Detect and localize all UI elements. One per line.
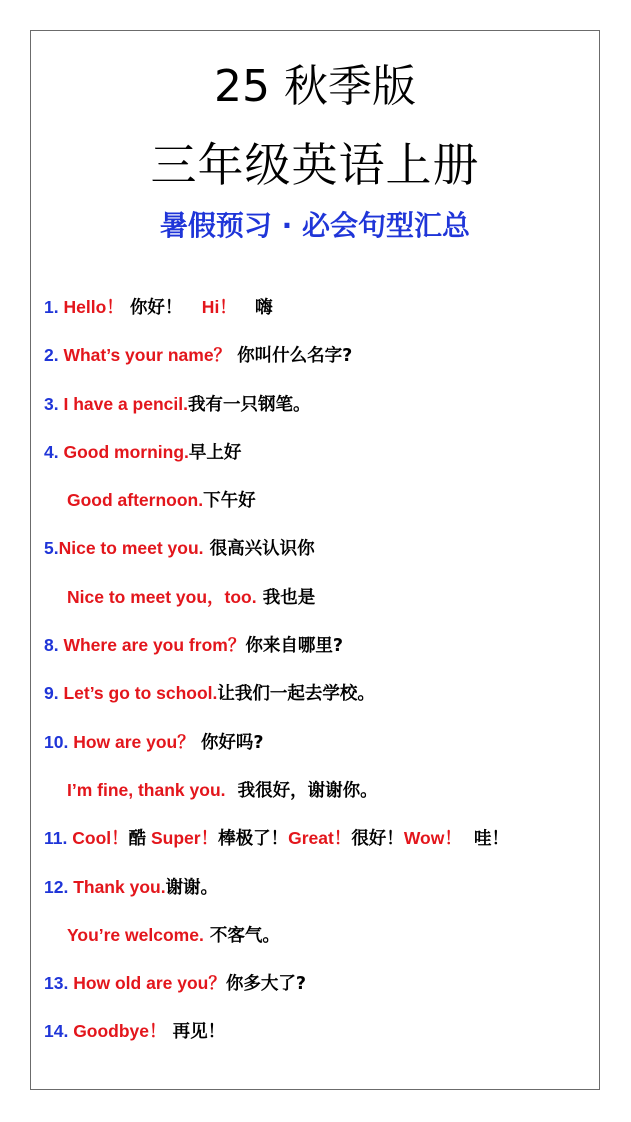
- sentence-line: [44, 1017, 599, 1065]
- english-phrase: What’s your name？: [58, 345, 232, 366]
- sentence-line: [44, 728, 599, 776]
- english-phrase: Hi！: [182, 297, 237, 317]
- sentence-number: 4.: [44, 441, 59, 462]
- english-phrase: Hello！: [58, 297, 124, 317]
- english-phrase: Wow！: [403, 828, 462, 849]
- chinese-translation: 你叫什么名字?: [231, 346, 353, 367]
- english-phrase: How old are you？: [68, 973, 226, 994]
- chinese-translation: 我很好，谢谢你。: [225, 780, 378, 801]
- chinese-translation: 下午好: [203, 491, 256, 512]
- chinese-translation: 早上好: [188, 442, 242, 463]
- sentence-number: 3.: [44, 393, 59, 414]
- sentence-line: [44, 583, 599, 631]
- sentence-number: 13.: [44, 973, 69, 994]
- sentence-line: [44, 486, 599, 534]
- english-phrase: Cool！: [67, 828, 129, 849]
- sentence-number: 14.: [44, 1021, 69, 1042]
- chinese-translation: 哇！: [461, 829, 510, 850]
- english-phrase: Super！: [146, 828, 219, 849]
- english-phrase: Thank you.: [68, 876, 166, 897]
- english-phrase: Great！: [288, 828, 352, 849]
- english-phrase: I have a pencil.: [58, 393, 188, 414]
- english-phrase: Good afternoon.: [67, 490, 204, 511]
- sentence-number: 9.: [44, 683, 59, 704]
- sentence-number: 10.: [44, 731, 69, 752]
- sentence-line: [44, 824, 599, 872]
- page-subtitle: 暑假预习 · 必会句型汇总: [159, 209, 471, 242]
- chinese-translation: 我也是: [256, 587, 316, 608]
- sentence-number: 5.: [44, 538, 59, 559]
- page-title-line-1: 25 秋季版: [214, 61, 416, 112]
- english-phrase: Nice to meet you.: [58, 538, 204, 559]
- page-title-line-2: 三年级英语上册: [150, 138, 480, 192]
- sentence-line: [44, 921, 599, 969]
- chinese-translation: 不客气。: [203, 925, 280, 946]
- sentence-line: [44, 873, 599, 921]
- english-phrase: Good morning.: [58, 441, 189, 462]
- sentence-list: [44, 293, 599, 1066]
- chinese-translation: 谢谢。: [165, 877, 219, 898]
- chinese-translation: 再见！: [166, 1022, 226, 1043]
- sentence-line: [44, 776, 599, 824]
- sentence-line: [44, 438, 599, 486]
- chinese-translation: 棒极了！: [218, 829, 289, 850]
- sentence-number: 12.: [44, 876, 69, 897]
- sentence-number: 2.: [44, 345, 59, 366]
- sentence-line: [44, 293, 599, 341]
- english-phrase: You’re welcome.: [67, 924, 204, 945]
- sentence-number: 8.: [44, 635, 59, 656]
- english-phrase: How are you？: [68, 731, 195, 752]
- english-phrase: Nice to meet you，too.: [67, 586, 257, 607]
- chinese-translation: 让我们一起去学校。: [217, 684, 375, 705]
- document-page: [30, 30, 600, 1090]
- sentence-line: [44, 341, 599, 389]
- chinese-translation: 酷: [128, 829, 147, 850]
- sentence-number: 11.: [44, 828, 68, 849]
- chinese-translation: 你好吗?: [194, 732, 264, 753]
- english-phrase: Let’s go to school.: [58, 683, 218, 704]
- sentence-line: [44, 631, 599, 679]
- english-phrase: Goodbye！: [68, 1021, 167, 1042]
- sentence-line: [44, 390, 599, 438]
- english-phrase: Where are you from？: [58, 635, 246, 656]
- english-phrase: I’m fine, thank you.: [67, 779, 226, 800]
- sentence-line: [44, 534, 599, 582]
- chinese-translation: 很好！: [351, 829, 404, 850]
- chinese-translation: 我有一只钢笔。: [187, 394, 311, 415]
- sentence-line: [44, 679, 599, 727]
- chinese-translation: 嗨: [236, 298, 273, 318]
- chinese-translation: 你好！: [123, 298, 183, 318]
- sentence-line: [44, 969, 599, 1017]
- chinese-translation: 你多大了?: [225, 974, 307, 995]
- chinese-translation: 你来自哪里?: [245, 636, 343, 657]
- sentence-number: 1.: [44, 297, 59, 317]
- chinese-translation: 很高兴认识你: [203, 539, 315, 560]
